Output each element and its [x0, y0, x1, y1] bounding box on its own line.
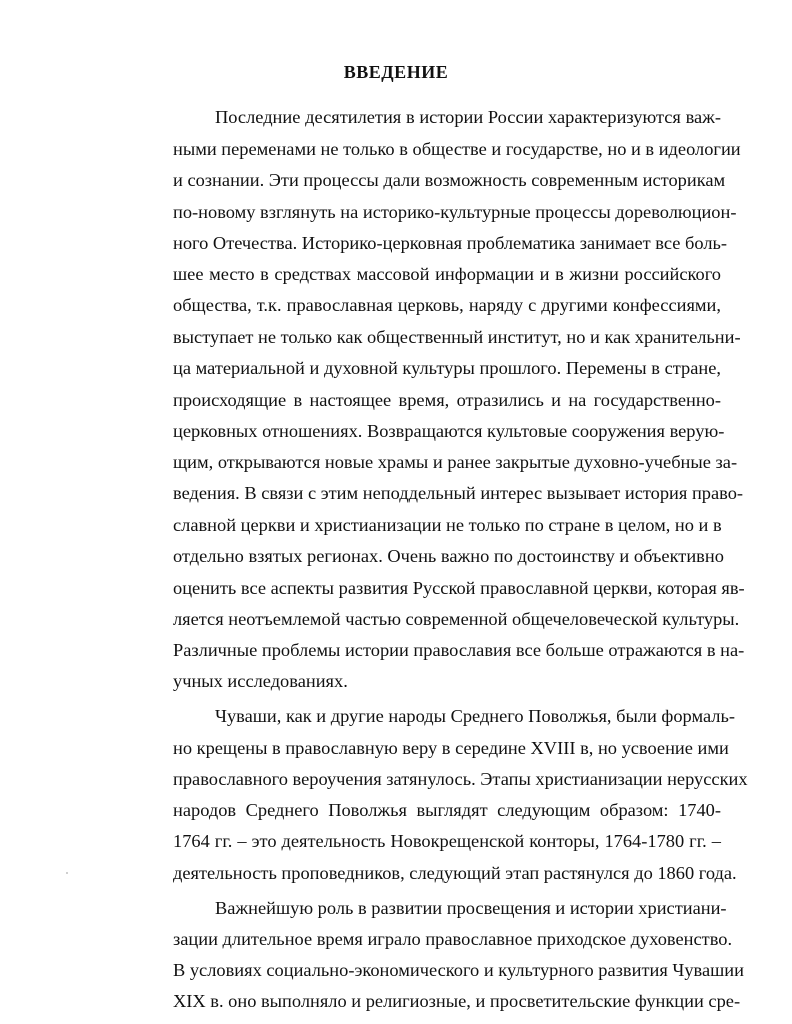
text-line: щим, открываются новые храмы и ранее закрытые духовно-учебные за- — [173, 452, 738, 472]
text-line: XIX в. оно выполняло и религиозные, и просветительские функции сре- — [173, 991, 741, 1011]
text-line: Чуваши, как и другие народы Среднего Поволжья, были формаль- — [215, 706, 735, 726]
text-line: по-новому взглянуть на историко-культурные процессы дореволюцион- — [173, 202, 737, 222]
text-line: отдельно взятых регионах. Очень важно по достоинству и объективно — [173, 546, 724, 566]
text-line: 1764 гг. – это деятельность Новокрещенской конторы, 1764-1780 гг. – — [173, 831, 721, 851]
scan-speck — [66, 872, 68, 874]
text-line: ца материальной и духовной культуры прошлого. Перемены в стране, — [173, 358, 721, 378]
text-line: славной церкви и христианизации не только по стране в целом, но и в — [173, 515, 722, 535]
text-line: народов Среднего Поволжья выглядят следующим образом: 1740- — [173, 800, 721, 820]
text-line: оценить все аспекты развития Русской православной церкви, которая яв- — [173, 578, 745, 598]
text-line: шее место в средствах массовой информации и в жизни российского — [173, 264, 721, 284]
text-line: зации длительное время играло православное приходское духовенство. — [173, 929, 733, 949]
text-line: ляется неотъемлемой частью современной общечеловеческой культуры. — [173, 609, 740, 629]
text-line: Важнейшую роль в развитии просвещения и истории христиани- — [215, 898, 727, 918]
text-line: но крещены в православную веру в середине XVIII в, но усвоение ими — [173, 738, 729, 758]
text-line: учных исследованиях. — [173, 671, 348, 691]
text-line: ного Отечества. Историко-церковная проблематика занимает все боль- — [173, 233, 728, 253]
section-heading: ВВЕДЕНИЕ — [343, 62, 449, 82]
text-line: православного вероучения затянулось. Этапы христианизации нерусских — [173, 769, 748, 789]
text-line: и сознании. Эти процессы дали возможность современным историкам — [173, 170, 726, 190]
text-line: ведения. В связи с этим неподдельный интерес вызывает история право- — [173, 483, 744, 503]
text-line: общества, т.к. православная церковь, наряду с другими конфессиями, — [173, 295, 721, 315]
text-line: выступает не только как общественный институт, но и как хранительни- — [173, 327, 741, 347]
text-line: деятельность проповедников, следующий этап растянулся до 1860 года. — [173, 863, 737, 883]
text-line: ными переменами не только в обществе и государстве, но и в идеологии — [173, 139, 741, 159]
text-line: Различные проблемы истории православия все больше отражаются в на- — [173, 640, 745, 660]
text-line: происходящие в настоящее время, отразились и на государственно- — [173, 390, 721, 410]
text-line: церковных отношениях. Возвращаются культовые сооружения верую- — [173, 421, 725, 441]
text-line: Последние десятилетия в истории России характеризуются важ- — [215, 107, 721, 127]
text-line: В условиях социально-экономического и культурного развития Чувашии — [173, 960, 744, 980]
